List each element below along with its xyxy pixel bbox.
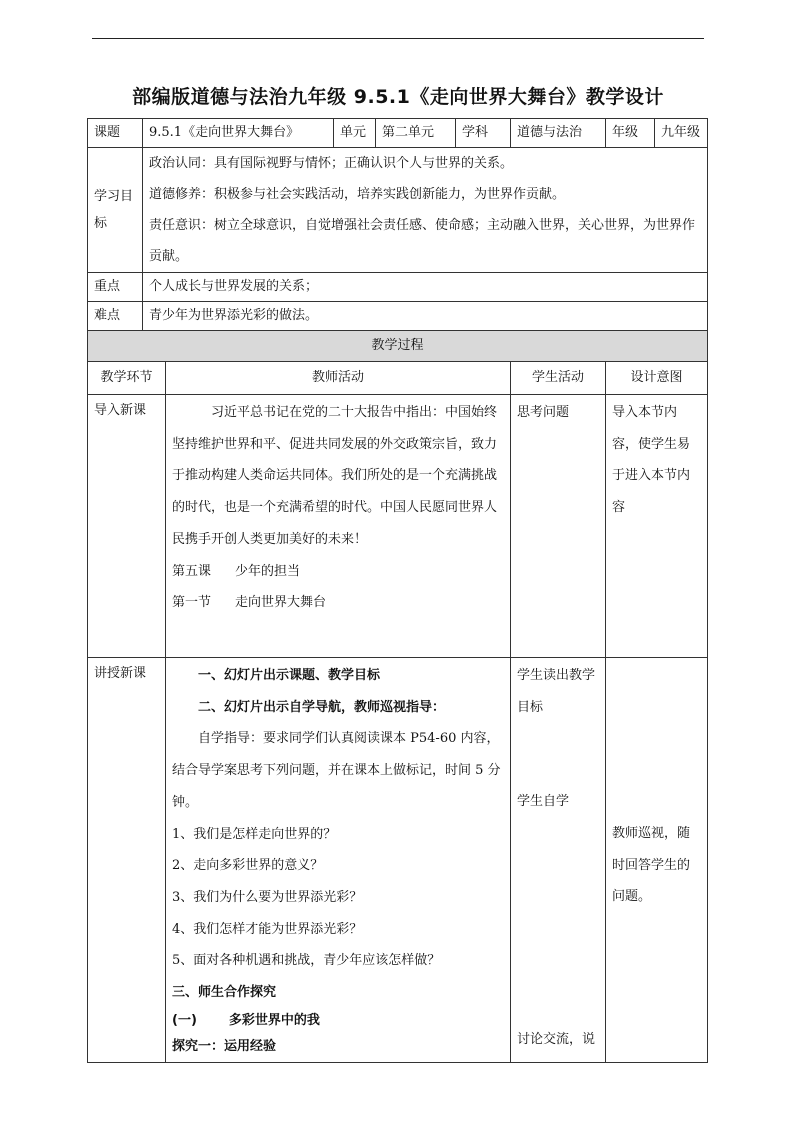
header-rule: [92, 38, 704, 39]
step-2: 二、幻灯片出示自学导航，教师巡视指导：: [198, 699, 446, 715]
intro-section: [172, 587, 504, 619]
intro-stage: 导入新课: [88, 395, 166, 658]
step-1: 一、幻灯片出示课题、教学目标: [198, 668, 381, 683]
intro-intent: [606, 395, 708, 658]
student-activity-2: 学生自学: [517, 794, 570, 810]
goal-moral: 道德修养：积极参与社会实践活动，培养实践创新能力，为世界作贡献。: [149, 187, 566, 202]
question-3: 3、我们为什么要为世界添光彩？: [172, 889, 363, 905]
lesson-name: 少年的担当: [235, 563, 301, 579]
lesson-plan-table: [87, 118, 708, 1063]
difficulty-label: 难点: [88, 302, 143, 331]
newlesson-teacher: [166, 658, 511, 1063]
subject-value: 道德与法治: [511, 119, 606, 148]
difficulty-text: 青少年为世界添光彩的做法。: [143, 302, 708, 331]
unit-label: 单元: [334, 119, 376, 148]
key-point-label: 重点: [88, 273, 143, 302]
lesson-number: 第五课: [172, 563, 212, 579]
question-1: 1、我们是怎样走向世界的？: [172, 826, 337, 842]
question-4: 4、我们怎样才能为世界添光彩？: [172, 921, 363, 937]
grade-label: 年级: [606, 119, 655, 148]
newlesson-stage: 讲授新课: [88, 658, 166, 1063]
key-point-row: [88, 273, 708, 302]
goal-political: 政治认同：具有国际视野与情怀；正确认识个人与世界的关系。: [149, 156, 514, 171]
newlesson-student: [511, 658, 606, 1063]
intro-lesson: [172, 556, 504, 588]
explore-1: 探究一：运用经验: [172, 1038, 277, 1054]
question-5: 5、面对各种机遇和挑战，青少年应该怎样做？: [172, 953, 441, 969]
intro-student: [511, 395, 606, 658]
section-number: 第一节: [172, 595, 212, 611]
subject-label: 学科: [456, 119, 511, 148]
topic-label: 课题: [88, 119, 143, 148]
topic-value: 9.5.1《走向世界大舞台》: [143, 119, 334, 148]
goals-content: [143, 148, 708, 273]
process-header-row: [88, 362, 708, 395]
info-row: [88, 119, 708, 148]
subsection-1-name: 多彩世界中的我: [228, 1012, 320, 1028]
key-point-text: 个人成长与世界发展的关系；: [143, 273, 708, 302]
difficulty-row: [88, 302, 708, 331]
grade-value: 九年级: [655, 119, 708, 148]
subsection-1-number: (一): [172, 1012, 197, 1028]
intro-teacher: [166, 395, 511, 658]
goals-row: [88, 148, 708, 273]
header-teacher: 教师活动: [166, 362, 511, 395]
process-title-row: [88, 331, 708, 362]
student-activity-3: 讨论交流，说: [517, 1032, 596, 1047]
newlesson-row: [88, 658, 708, 1063]
intent-text-2: 教师巡视，随时回答学生的问题。: [612, 826, 691, 905]
subsection-1: [172, 1009, 504, 1033]
step-3: 三、师生合作探究: [172, 985, 277, 1001]
header-intent: 设计意图: [606, 362, 708, 395]
header-student: 学生活动: [511, 362, 606, 395]
intro-intent-text: 导入本节内容，使学生易于进入本节内容: [612, 405, 691, 516]
unit-value: 第二单元: [376, 119, 456, 148]
question-2: 2、走向多彩世界的意义？: [172, 858, 324, 874]
intro-quote: 习近平总书记在党的二十大报告中指出：中国始终坚持维护世界和平、促进共同发展的外交政策宗旨，致力于推动构建人类命运共同体。我们所处的是一个充满挑战的时代，也是一个充满希望的时代。中国人民愿同世界人民携手开创人类更加美好的未来！: [172, 405, 498, 547]
document-title: 部编版道德与法治九年级 9.5.1《走向世界大舞台》教学设计: [132, 86, 664, 108]
goals-label: 学习目标: [88, 148, 143, 273]
section-name: 走向世界大舞台: [235, 595, 327, 611]
goal-responsibility: 责任意识：树立全球意识，自觉增强社会责任感、使命感；主动融入世界，关心世界，为世界作贡献。: [149, 218, 696, 264]
self-study-guide: 自学指导：要求同学们认真阅读课本 P54-60 内容，结合导学案思考下列问题，并在课本上做标记，时间 5 分钟。: [172, 731, 501, 810]
newlesson-intent: [606, 658, 708, 1063]
intro-row: [88, 395, 708, 658]
header-stage: 教学环节: [88, 362, 166, 395]
student-activity-1: 学生读出教学目标: [517, 668, 596, 715]
process-title: 教学过程: [88, 331, 708, 362]
intro-student-text: 思考问题: [517, 405, 570, 420]
